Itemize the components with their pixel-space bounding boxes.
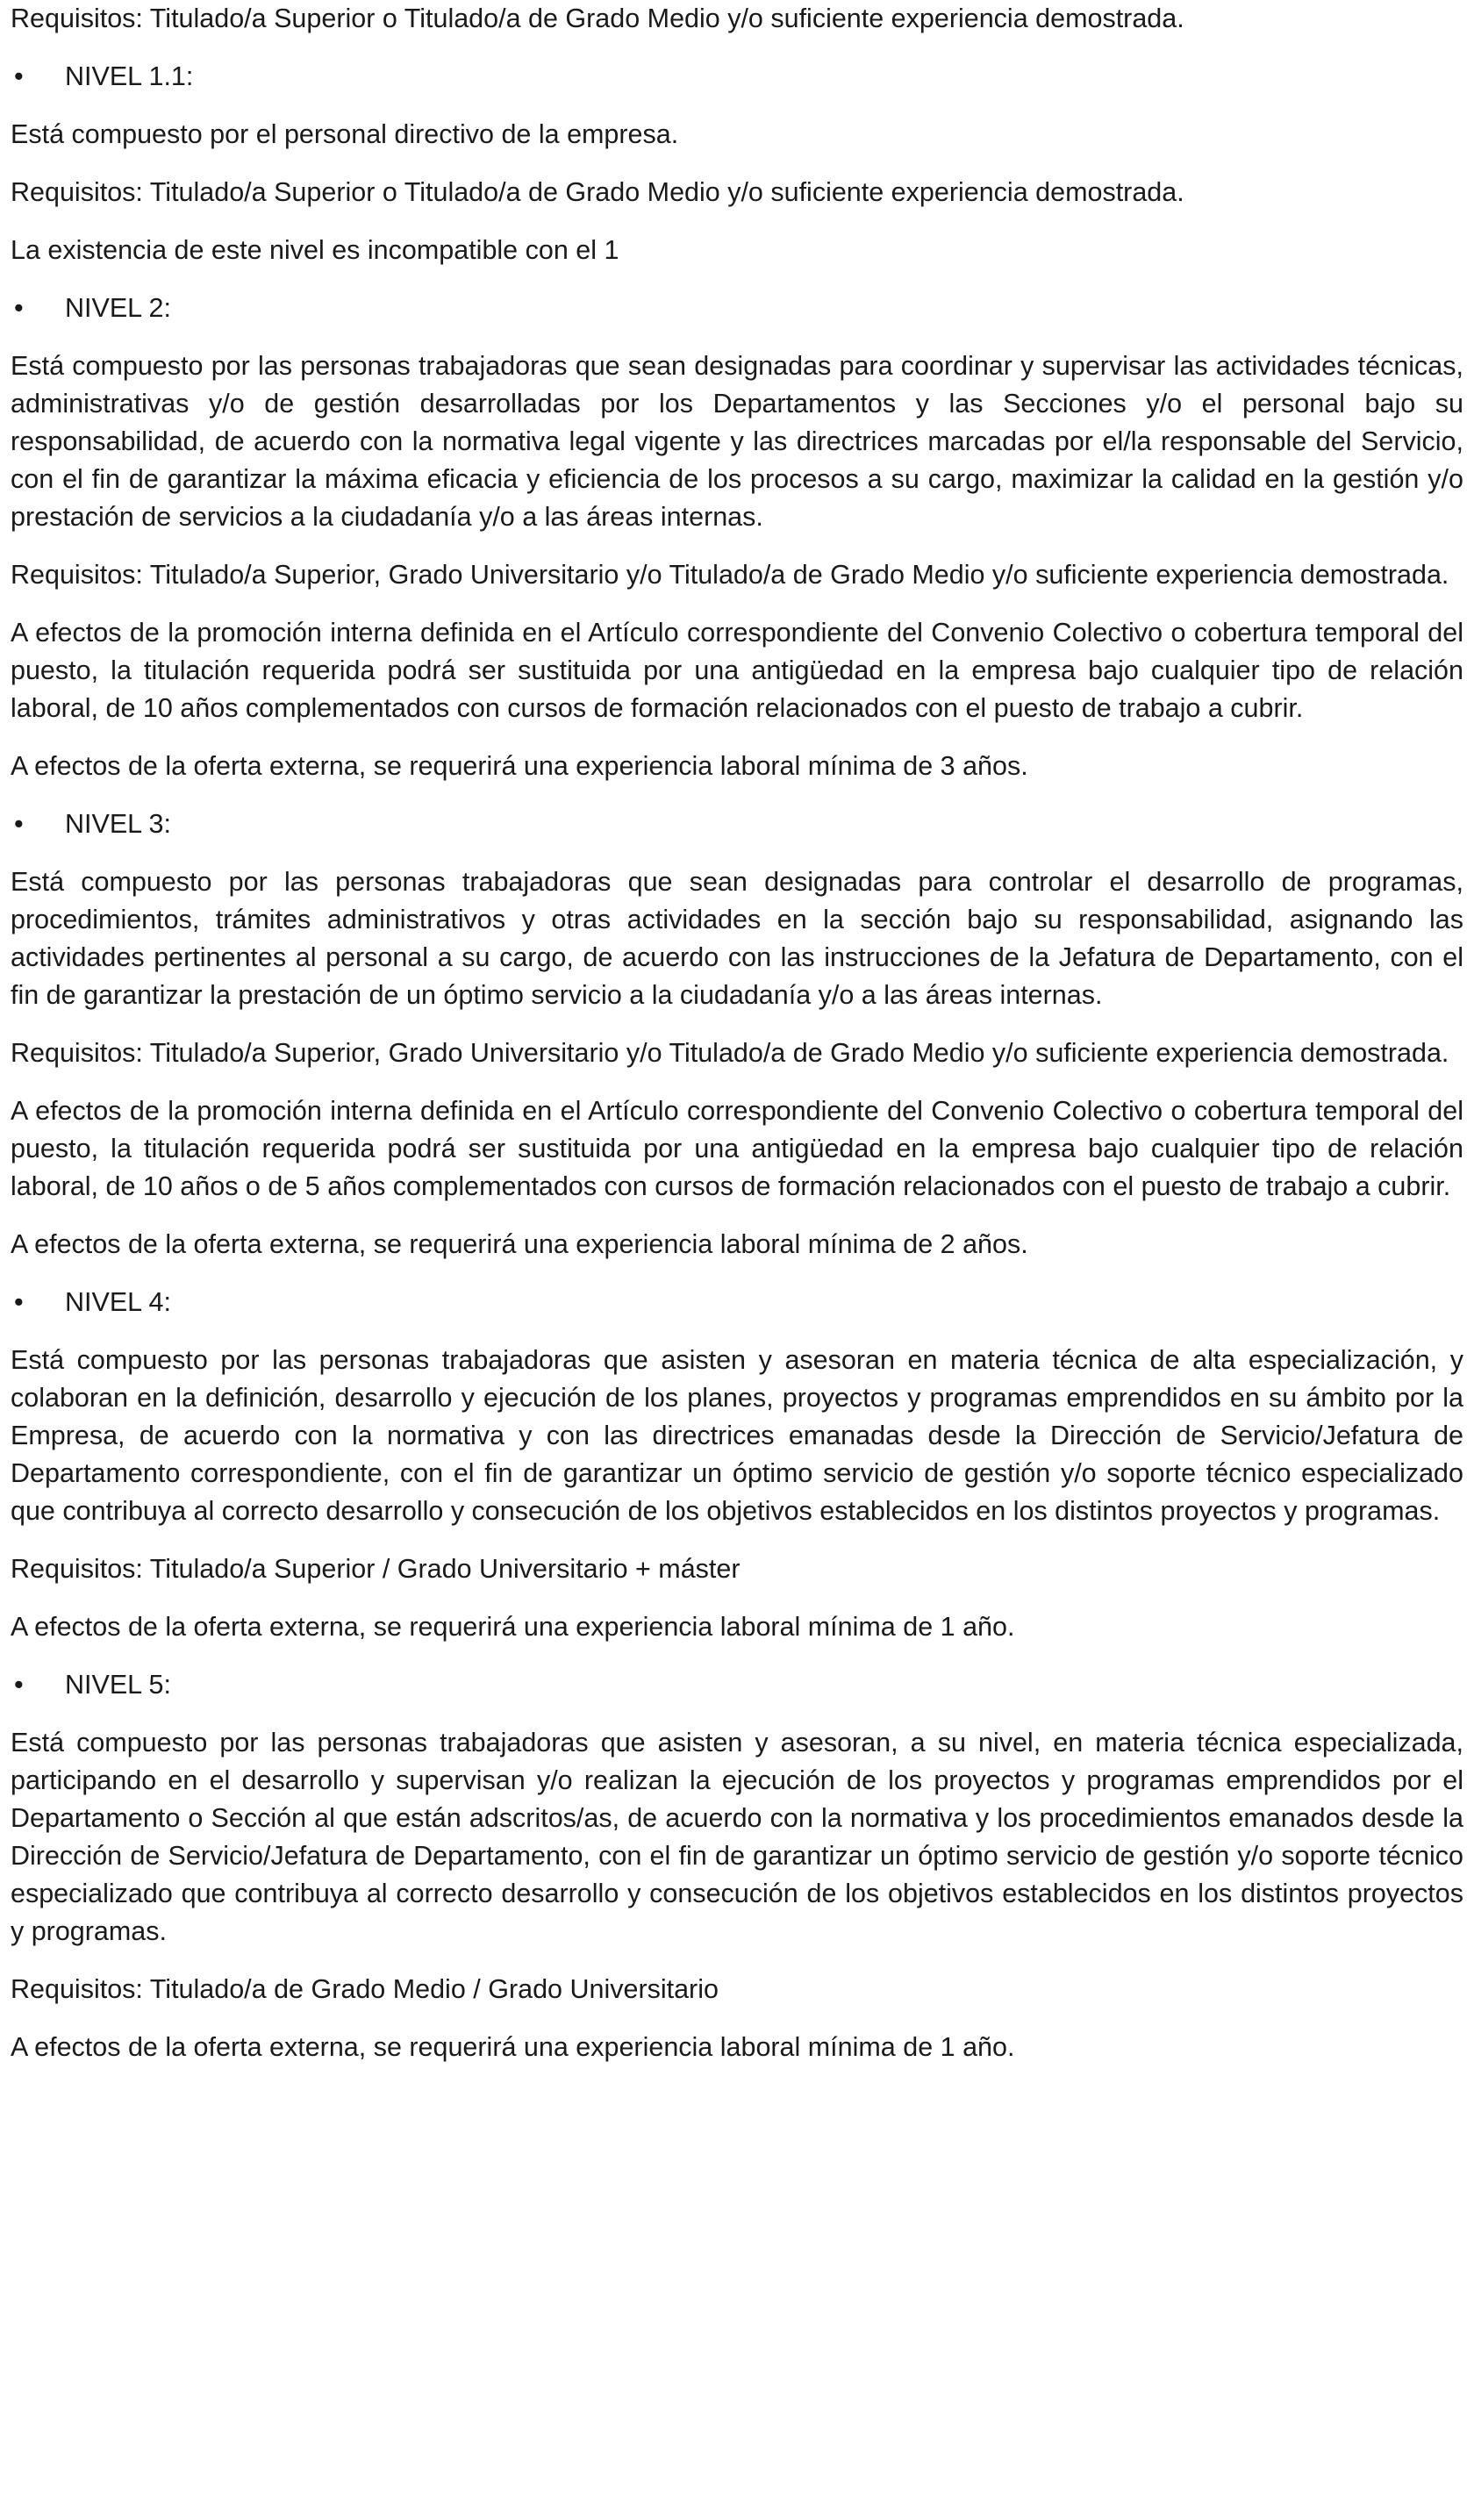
nivel-5-oferta: A efectos de la oferta externa, se requerirá una experiencia laboral mínima de 1 año. [11,2032,1015,2062]
heading-label: NIVEL 4: [65,1287,171,1317]
nivel-3-oferta: A efectos de la oferta externa, se requerirá una experiencia laboral mínima de 2 años. [11,1229,1028,1259]
heading-nivel-3 [11,805,1463,843]
nivel-1-1-note: La existencia de este nivel es incompatible con el 1 [11,235,619,265]
nivel-4-requisitos: Requisitos: Titulado/a Superior / Grado Universitario + máster [11,1554,741,1584]
nivel-3-description: Está compuesto por las personas trabajadoras que sean designadas para controlar el desarrollo de programas, procedimientos, trámites administrativos y otras actividades en la sección bajo su responsabilidad, asignando las actividades pertinentes al personal a su cargo, de acuerdo con las instrucciones de la Jefatura de Departamento, con el fin de garantizar la prestación de un óptimo servicio a la ciudadanía y/o a las áreas internas. [11,867,1463,1010]
heading-nivel-4 [11,1284,1463,1321]
bullet-icon: • [14,809,24,839]
nivel-3-promocion: A efectos de la promoción interna definida en el Artículo correspondiente del Convenio Colectivo o cobertura temporal del puesto, la titulación requerida podrá ser sustituida por una antigüedad en la empresa bajo cualquier tipo de relación laboral, de 10 años o de 5 años complementados con cursos de formación relacionados con el puesto de trabajo a cubrir. [11,1096,1463,1201]
bullet-icon: • [14,293,24,323]
nivel-2-oferta: A efectos de la oferta externa, se requerirá una experiencia laboral mínima de 3 años. [11,751,1028,781]
nivel-5-description: Está compuesto por las personas trabajadoras que asisten y asesoran, a su nivel, en materia técnica especializada, participando en el desarrollo y supervisan y/o realizan la ejecución de los proyectos y programas emprendidos por el Departamento o Sección al que están adscritos/as, de acuerdo con la normativa y los procedimientos emanados desde la Dirección de Servicio/Jefatura de Departamento, con el fin de garantizar un óptimo servicio de gestión y/o soporte técnico especializado que contribuya al correcto desarrollo y consecución de los objetivos establecidos en los distintos proyectos y programas. [11,1728,1463,1946]
nivel-1-1-description: Está compuesto por el personal directivo de la empresa. [11,119,679,149]
document-page [11,0,1463,2066]
heading-label: NIVEL 2: [65,293,171,323]
bullet-icon: • [14,61,24,91]
heading-nivel-2 [11,290,1463,327]
heading-label: NIVEL 3: [65,809,171,839]
nivel-1-1-requisitos: Requisitos: Titulado/a Superior o Titulado/a de Grado Medio y/o suficiente experiencia demostrada. [11,177,1184,207]
nivel-4-oferta: A efectos de la oferta externa, se requerirá una experiencia laboral mínima de 1 año. [11,1612,1015,1642]
nivel-3-requisitos: Requisitos: Titulado/a Superior, Grado Universitario y/o Titulado/a de Grado Medio y/o suficiente experiencia demostrada. [11,1038,1449,1068]
nivel-2-requisitos: Requisitos: Titulado/a Superior, Grado Universitario y/o Titulado/a de Grado Medio y/o suficiente experiencia demostrada. [11,560,1449,590]
nivel-2-description: Está compuesto por las personas trabajadoras que sean designadas para coordinar y supervisar las actividades técnicas, administrativas y/o de gestión desarrolladas por los Departamentos y las Secciones y/o el personal bajo su responsabilidad, de acuerdo con la normativa legal vigente y las directrices marcadas por el/la responsable del Servicio, con el fin de garantizar la máxima eficacia y eficiencia de los procesos a su cargo, maximizar la calidad en la gestión y/o prestación de servicios a la ciudadanía y/o a las áreas internas. [11,351,1463,532]
heading-nivel-5 [11,1666,1463,1704]
heading-nivel-1-1 [11,58,1463,96]
heading-label: NIVEL 5: [65,1670,171,1700]
requisitos-nivel-1: Requisitos: Titulado/a Superior o Titulado/a de Grado Medio y/o suficiente experiencia demostrada. [11,4,1184,33]
nivel-2-promocion: A efectos de la promoción interna definida en el Artículo correspondiente del Convenio Colectivo o cobertura temporal del puesto, la titulación requerida podrá ser sustituida por una antigüedad en la empresa bajo cualquier tipo de relación laboral, de 10 años complementados con cursos de formación relacionados con el puesto de trabajo a cubrir. [11,618,1463,723]
bullet-icon: • [14,1287,24,1317]
bullet-icon: • [14,1670,24,1700]
nivel-5-requisitos: Requisitos: Titulado/a de Grado Medio / Grado Universitario [11,1974,719,2004]
heading-label: NIVEL 1.1: [65,61,194,91]
nivel-4-description: Está compuesto por las personas trabajadoras que asisten y asesoran en materia técnica de alta especialización, y colaboran en la definición, desarrollo y ejecución de los planes, proyectos y programas emprendidos en su ámbito por la Empresa, de acuerdo con la normativa y con las directrices emanadas desde la Dirección de Servicio/Jefatura de Departamento correspondiente, con el fin de garantizar un óptimo servicio de gestión y/o soporte técnico especializado que contribuya al correcto desarrollo y consecución de los objetivos establecidos en los distintos proyectos y programas. [11,1345,1463,1526]
